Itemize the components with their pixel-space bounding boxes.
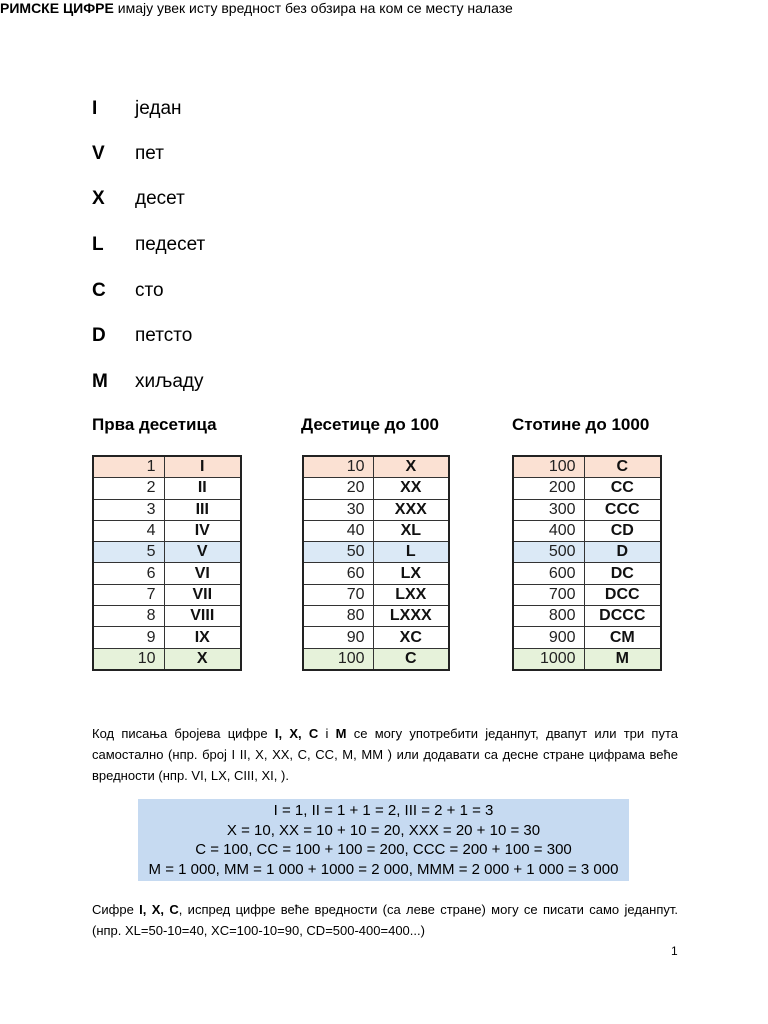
roman-value: LXXX xyxy=(373,606,449,627)
table-row xyxy=(513,499,661,520)
arabic-value: 4 xyxy=(93,520,164,541)
text: i xyxy=(318,726,336,741)
roman-value: CCC xyxy=(584,499,661,520)
roman-value: C xyxy=(373,648,449,670)
bold-numeral: I xyxy=(139,902,143,917)
numeral-word: један xyxy=(135,98,182,119)
table-row xyxy=(303,606,449,627)
roman-value: IX xyxy=(164,627,241,648)
roman-value: XXX xyxy=(373,499,449,520)
table-row xyxy=(93,456,241,478)
text: , испред цифре веће вредности (са леве стране) могу се писати само једанпут. (нпр. XL=50-10=40, XC=100-10=90, CD=500-400=400...) xyxy=(92,902,678,938)
separator: , xyxy=(142,902,152,917)
roman-value: XL xyxy=(373,520,449,541)
roman-value: DCC xyxy=(584,584,661,605)
roman-value: IV xyxy=(164,520,241,541)
text: Сифре xyxy=(92,902,140,917)
table-row xyxy=(93,648,241,670)
arabic-value: 30 xyxy=(303,499,373,520)
arabic-value: 40 xyxy=(303,520,373,541)
intro-title: РИМСКЕ ЦИФРЕ xyxy=(0,0,114,16)
table-row xyxy=(513,627,661,648)
table-tens xyxy=(302,455,450,671)
separator: , xyxy=(297,726,309,741)
text: се могу употребити једанпут, двапут или три пута самостално (нпр. број I II, X, XX, C, CC, M, MM ) или додавати са десне стране цифрама веће вредности (нпр. VI, LX, CIII, XI, ). xyxy=(92,726,678,783)
arabic-value: 20 xyxy=(303,478,373,499)
roman-value: DC xyxy=(584,563,661,584)
table-row xyxy=(513,456,661,478)
table-row xyxy=(303,627,449,648)
roman-value: C xyxy=(584,456,661,478)
separator: , xyxy=(278,726,290,741)
table-row xyxy=(303,456,449,478)
arabic-value: 70 xyxy=(303,584,373,605)
table-row xyxy=(303,478,449,499)
numeral-word: хиљаду xyxy=(135,371,204,392)
roman-value: X xyxy=(373,456,449,478)
table-row xyxy=(303,584,449,605)
examples-box xyxy=(138,799,629,881)
bold-numeral: C xyxy=(308,726,319,741)
table-row xyxy=(513,520,661,541)
roman-value: I xyxy=(164,456,241,478)
roman-value: VI xyxy=(164,563,241,584)
table-row xyxy=(93,584,241,605)
table-row xyxy=(513,563,661,584)
roman-value: CD xyxy=(584,520,661,541)
arabic-value: 10 xyxy=(303,456,373,478)
arabic-value: 60 xyxy=(303,563,373,584)
roman-value: CM xyxy=(584,627,661,648)
heading-first-ten: Прва десетица xyxy=(92,415,217,434)
heading-hundreds: Стотине до 1000 xyxy=(512,415,650,434)
numeral-symbol: D xyxy=(92,325,106,346)
roman-value: VIII xyxy=(164,606,241,627)
numeral-word: пет xyxy=(135,143,164,164)
table-row xyxy=(303,499,449,520)
table-row xyxy=(513,478,661,499)
table-row xyxy=(303,520,449,541)
arabic-value: 90 xyxy=(303,627,373,648)
table-row xyxy=(513,542,661,563)
arabic-value: 300 xyxy=(513,499,584,520)
arabic-value: 100 xyxy=(303,648,373,670)
roman-value: XX xyxy=(373,478,449,499)
arabic-value: 9 xyxy=(93,627,164,648)
table-row xyxy=(93,478,241,499)
arabic-value: 200 xyxy=(513,478,584,499)
numeral-symbol: C xyxy=(92,280,106,301)
arabic-value: 2 xyxy=(93,478,164,499)
table-hundreds xyxy=(512,455,662,671)
paragraph-rule-repeat xyxy=(92,723,678,786)
roman-value: LXX xyxy=(373,584,449,605)
numeral-word: десет xyxy=(135,188,185,209)
arabic-value: 800 xyxy=(513,606,584,627)
heading-tens: Десетице до 100 xyxy=(301,415,439,434)
arabic-value: 80 xyxy=(303,606,373,627)
roman-value: D xyxy=(584,542,661,563)
intro-text: имају увек исту вредност без обзира на ком се месту налазе xyxy=(113,0,513,16)
numeral-symbol: I xyxy=(92,98,98,119)
numeral-symbol: M xyxy=(92,371,108,392)
roman-value: M xyxy=(584,648,661,670)
arabic-value: 900 xyxy=(513,627,584,648)
roman-value: DCCC xyxy=(584,606,661,627)
separator: , xyxy=(160,902,170,917)
arabic-value: 600 xyxy=(513,563,584,584)
bold-numeral: C xyxy=(169,902,179,917)
example-line: M = 1 000, MM = 1 000 + 1000 = 2 000, MMM = 2 000 + 1 000 = 3 000 xyxy=(148,860,619,878)
arabic-value: 1000 xyxy=(513,648,584,670)
roman-value: III xyxy=(164,499,241,520)
roman-value: CC xyxy=(584,478,661,499)
roman-value: V xyxy=(164,542,241,563)
bold-numeral: X xyxy=(151,902,161,917)
arabic-value: 7 xyxy=(93,584,164,605)
table-row xyxy=(303,563,449,584)
arabic-value: 3 xyxy=(93,499,164,520)
arabic-value: 8 xyxy=(93,606,164,627)
intro-line xyxy=(0,0,768,16)
table-row xyxy=(513,648,661,670)
bold-numeral: I xyxy=(274,726,279,741)
example-line: C = 100, CC = 100 + 100 = 200, CCC = 200 + 100 = 300 xyxy=(195,841,572,858)
arabic-value: 500 xyxy=(513,542,584,563)
roman-value: VII xyxy=(164,584,241,605)
table-row xyxy=(303,648,449,670)
paragraph-rule-subtract xyxy=(92,899,678,941)
roman-value: X xyxy=(164,648,241,670)
arabic-value: 50 xyxy=(303,542,373,563)
arabic-value: 100 xyxy=(513,456,584,478)
roman-value: II xyxy=(164,478,241,499)
roman-value: L xyxy=(373,542,449,563)
example-line: X = 10, XX = 10 + 10 = 20, XXX = 20 + 10 = 30 xyxy=(226,821,541,839)
table-row xyxy=(93,542,241,563)
numeral-symbol: L xyxy=(92,234,104,255)
arabic-value: 10 xyxy=(93,648,164,670)
table-row xyxy=(93,627,241,648)
numeral-symbol: V xyxy=(92,143,105,164)
table-first-ten xyxy=(92,455,242,671)
bold-numeral: X xyxy=(289,726,298,741)
roman-value: XC xyxy=(373,627,449,648)
numeral-word: педесет xyxy=(135,234,206,255)
arabic-value: 700 xyxy=(513,584,584,605)
numeral-word: петсто xyxy=(135,325,193,346)
table-row xyxy=(93,563,241,584)
roman-value: LX xyxy=(373,563,449,584)
table-row xyxy=(93,499,241,520)
table-row xyxy=(513,584,661,605)
arabic-value: 6 xyxy=(93,563,164,584)
page-number: 1 xyxy=(671,944,678,958)
arabic-value: 5 xyxy=(93,542,164,563)
arabic-value: 400 xyxy=(513,520,584,541)
bold-numeral: M xyxy=(335,726,347,741)
text: Код писања бројева цифре xyxy=(92,726,275,741)
arabic-value: 1 xyxy=(93,456,164,478)
table-row xyxy=(93,520,241,541)
table-row xyxy=(303,542,449,563)
table-row xyxy=(93,606,241,627)
example-line: I = 1, II = 1 + 1 = 2, III = 2 + 1 = 3 xyxy=(273,802,494,819)
table-row xyxy=(513,606,661,627)
numeral-word: сто xyxy=(135,280,164,301)
numeral-symbol: X xyxy=(92,188,105,209)
